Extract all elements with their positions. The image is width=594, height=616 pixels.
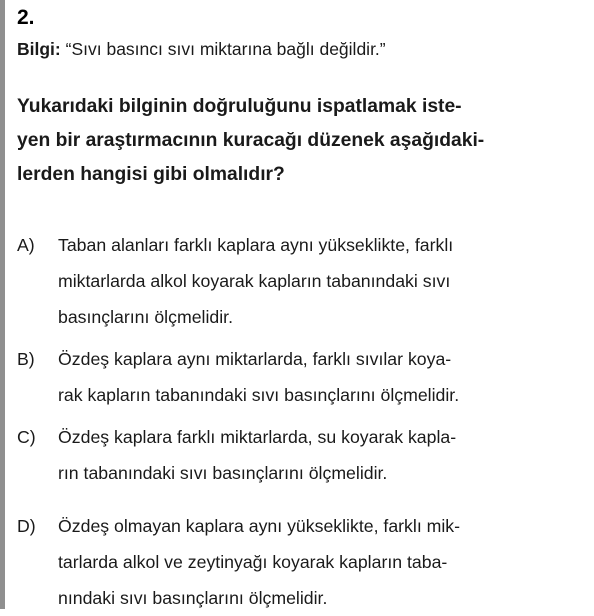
option-line: Taban alanları farklı kaplara aynı yükseklikte, farklı bbox=[58, 235, 454, 255]
question-line: lerden hangisi gibi olmalıdır? bbox=[17, 164, 285, 185]
option-text bbox=[58, 227, 573, 335]
question-line: yen bir araştırmacının kuracağı düzenek aşağıdaki- bbox=[17, 130, 485, 151]
option-line: miktarlarda alkol koyarak kapların tabanındaki sıvı bbox=[58, 271, 451, 291]
question-line: Yukarıdaki bilginin doğruluğunu ispatlamak iste- bbox=[17, 96, 462, 117]
option-letter: D) bbox=[17, 516, 36, 536]
question-stem bbox=[17, 90, 573, 192]
option-line: Özdeş kaplara farklı miktarlarda, su koyarak kapla- bbox=[58, 427, 457, 447]
option-text bbox=[58, 508, 573, 616]
option-text bbox=[58, 419, 573, 491]
info-statement bbox=[17, 38, 386, 60]
option-letter: C) bbox=[17, 427, 36, 447]
option-line: nındaki sıvı basınçlarını ölçmelidir. bbox=[58, 588, 328, 608]
option-line: rın tabanındaki sıvı basınçlarını ölçmelidir. bbox=[58, 463, 388, 483]
option-line: Özdeş olmayan kaplara aynı yükseklikte, farklı mik- bbox=[58, 516, 461, 536]
option-line: rak kapların tabanındaki sıvı basınçlarını ölçmelidir. bbox=[58, 385, 460, 405]
option-text bbox=[58, 341, 573, 413]
option-line: Özdeş kaplara aynı miktarlarda, farklı sıvılar koya- bbox=[58, 349, 452, 369]
option-line: basınçlarını ölçmelidir. bbox=[58, 307, 233, 327]
info-label: Bilgi: bbox=[17, 39, 61, 59]
option-line: tarlarda alkol ve zeytinyağı koyarak kapların taba- bbox=[58, 552, 448, 572]
option-letter: B) bbox=[17, 349, 35, 369]
info-text: “Sıvı basıncı sıvı miktarına bağlı değildir.” bbox=[65, 39, 386, 59]
question-number: 2. bbox=[17, 6, 35, 29]
option-letter: A) bbox=[17, 235, 35, 255]
